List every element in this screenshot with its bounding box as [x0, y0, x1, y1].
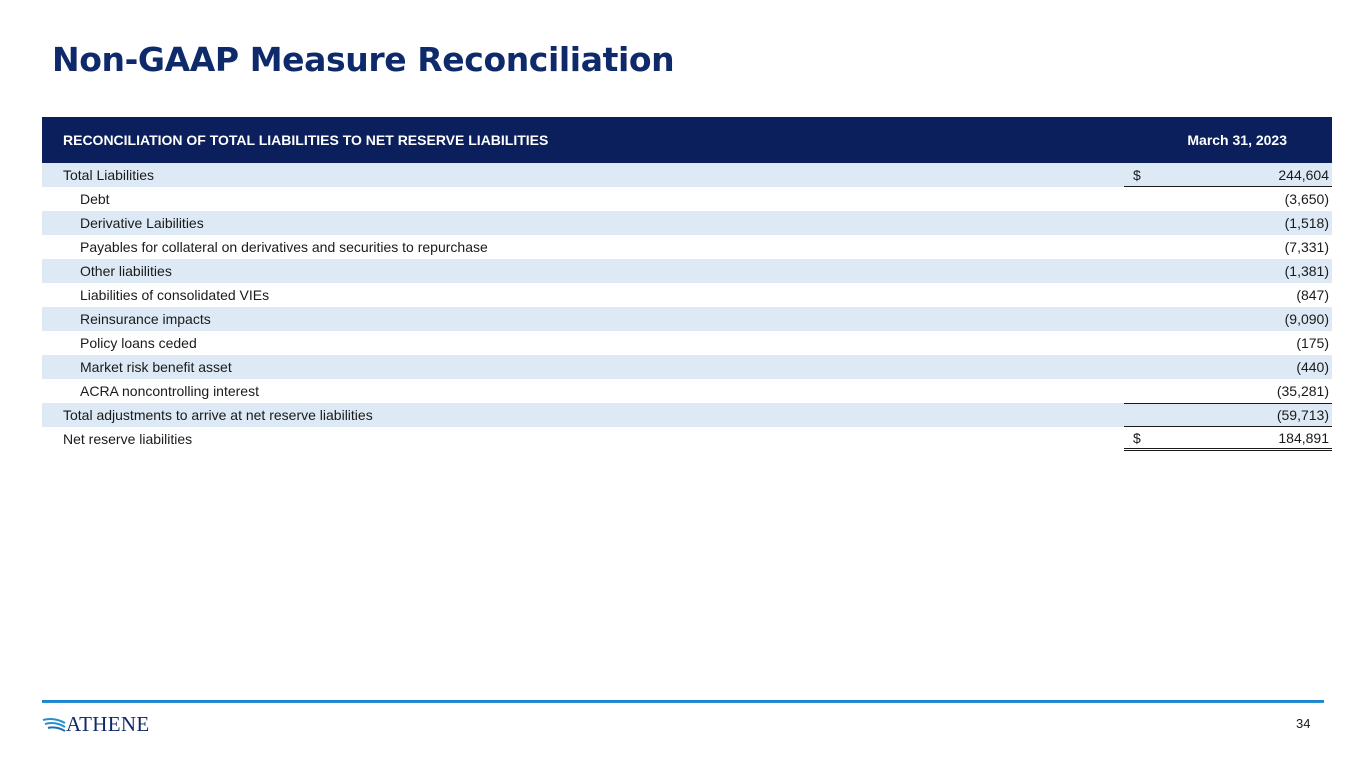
- table-row-total-adjustments: [42, 403, 1332, 427]
- table-row-consolidated-vies: [42, 283, 1332, 307]
- table-header-date: March 31, 2023: [1187, 132, 1287, 148]
- currency-symbol: $: [1133, 429, 1141, 446]
- row-label: ACRA noncontrolling interest: [80, 383, 259, 399]
- row-amount: (175): [1296, 335, 1329, 351]
- row-value-cell: [1124, 403, 1332, 427]
- row-value-cell: [1124, 379, 1332, 403]
- row-value-cell: [1124, 187, 1332, 211]
- row-amount: (440): [1296, 359, 1329, 375]
- table-header: [42, 117, 1332, 163]
- row-amount: (7,331): [1284, 239, 1329, 255]
- row-value-cell: [1124, 235, 1332, 259]
- row-value-cell: [1124, 427, 1332, 451]
- table-row-debt: [42, 187, 1332, 211]
- table-row-net-reserve-liabilities: [42, 427, 1332, 451]
- row-value-cell: [1124, 259, 1332, 283]
- currency-symbol: $: [1133, 166, 1141, 183]
- athene-wing-logo-icon: [42, 715, 66, 735]
- footer-divider: [42, 700, 1324, 703]
- page-number: 34: [1296, 716, 1311, 731]
- table-row-other-liabilities: [42, 259, 1332, 283]
- row-value-cell: [1124, 307, 1332, 331]
- row-value-cell: [1124, 355, 1332, 379]
- row-label: Policy loans ceded: [80, 335, 197, 351]
- logo-text: ATHENE: [66, 712, 150, 736]
- row-value-cell: [1124, 163, 1332, 187]
- row-amount: (1,381): [1284, 263, 1329, 279]
- table-row-derivative-liabilities: [42, 211, 1332, 235]
- row-label: Other liabilities: [80, 263, 172, 279]
- row-amount: (1,518): [1284, 215, 1329, 231]
- table-row-acra-noncontrolling-interest: [42, 379, 1332, 403]
- row-amount: 244,604: [1278, 166, 1329, 183]
- row-value-cell: [1124, 283, 1332, 307]
- table-row-total-liabilities: [42, 163, 1332, 187]
- row-label: Liabilities of consolidated VIEs: [80, 287, 270, 303]
- row-amount: 184,891: [1278, 429, 1329, 446]
- reconciliation-table: [42, 117, 1332, 451]
- table-row-market-risk-benefit-asset: [42, 355, 1332, 379]
- row-value-cell: [1124, 331, 1332, 355]
- page-title: Non-GAAP Measure Reconciliation: [52, 40, 675, 79]
- row-amount: (3,650): [1284, 191, 1329, 207]
- row-value-cell: [1124, 211, 1332, 235]
- table-header-label: RECONCILIATION OF TOTAL LIABILITIES TO NET RESERVE LIABILITIES: [63, 132, 549, 148]
- row-label: Total Liabilities: [63, 167, 155, 183]
- row-label: Reinsurance impacts: [80, 311, 211, 327]
- row-label: Market risk benefit asset: [80, 359, 232, 375]
- row-amount: (847): [1296, 287, 1329, 303]
- row-amount: (35,281): [1276, 383, 1329, 399]
- row-label: Total adjustments to arrive at net reserve liabilities: [63, 407, 373, 423]
- row-label: Debt: [80, 191, 110, 207]
- row-amount: (59,713): [1276, 407, 1329, 423]
- table-row-reinsurance-impacts: [42, 307, 1332, 331]
- table-row-payables-collateral: [42, 235, 1332, 259]
- row-label: Payables for collateral on derivatives and securities to repurchase: [80, 239, 488, 255]
- athene-logo: [42, 712, 149, 737]
- row-amount: (9,090): [1284, 311, 1329, 327]
- row-label: Net reserve liabilities: [63, 431, 193, 447]
- row-label: Derivative Laibilities: [80, 215, 204, 231]
- table-row-policy-loans-ceded: [42, 331, 1332, 355]
